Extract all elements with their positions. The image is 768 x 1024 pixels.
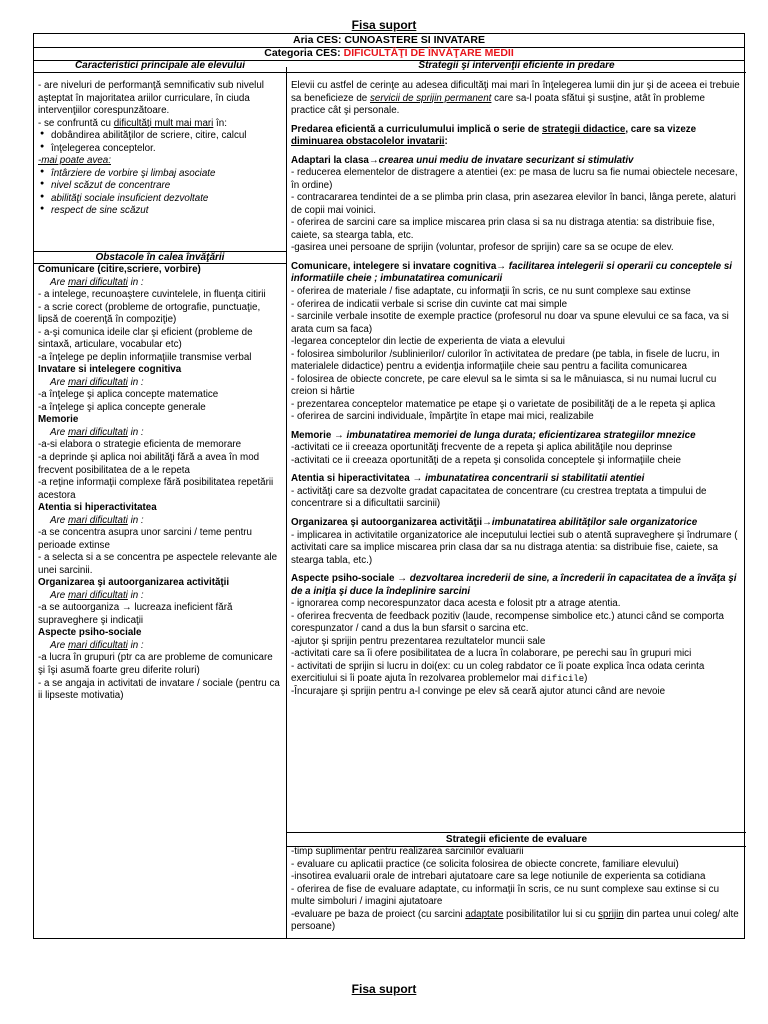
- section-intro: Are mari dificultati in :: [50, 276, 144, 288]
- list-item: ● respect de sine scăzut: [38, 205, 282, 218]
- list-item: - activitati de sprijin si lucru in doi(ex: cu un coleg rabdator ce îi poate explica înca odata cerinta exercitiului si îi poate ajuta în rezolvarea problemelor mai dificile): [291, 660, 705, 685]
- list-item: - reducerea elementelor de distragere a atentiei (ex: pe masa de lucru sa fie numai obiectele necesare, în ordine): [291, 167, 738, 191]
- section-title: Organizarea şi autoorganizarea activităţii: [38, 577, 230, 589]
- list-item: ● înţelegerea conceptelor.: [38, 143, 282, 156]
- intro-paragraph: Elevii cu astfel de cerinţe au adesea dificultăţi mai mari în înţelegerea lumii din jur şi de aceea ei trebuie sa beneficieze de servicii de sprijin permanent care sa-l poata sfătui şi susţine, atât în probleme practice cât şi personale.: [291, 80, 740, 117]
- list-item: -ajutor şi sprijin pentru prezentarea rezultatelor muncii sale: [291, 635, 546, 647]
- list-item: -a-si elabora o strategie eficienta de memorare: [38, 439, 242, 451]
- list-item: -gasirea unei persoane de sprijin (voluntar, profesor de sprijin) care sa se ocupe de elev.: [291, 242, 674, 254]
- list-item: - a-şi comunica ideile clar şi eficient (probleme de sintaxă, articulare, vocabular etc): [38, 326, 253, 351]
- left-column: [38, 80, 282, 218]
- list-item: -a reţine informaţii complexe fără posibilitatea repetării acestora: [38, 477, 274, 501]
- list-item: -a înţelege pe deplin informaţiile transmise verbal: [38, 351, 252, 363]
- list-item: - contracararea tendintei de a se plimba prin clasa, prin asezarea elevilor în banci, lânga perete, alaturi de copii mai voinici.: [291, 192, 736, 216]
- list-item: -activitati ce ii creeaza oportunităţi de a repeta şi consolida conceptele şi informaţiile cheie: [291, 454, 681, 466]
- obstacles-header: Obstacole în calea învăţării: [34, 251, 286, 264]
- page-title: Fisa suport: [351, 18, 417, 32]
- obstacles-list: [38, 264, 282, 703]
- section-intro: Are mari dificultati in :: [50, 514, 144, 526]
- right-column: [291, 80, 741, 698]
- strategy-title: Organizarea şi autoorganizarea activităţii→imbunatatirea abilităţilor sale organizatorice: [291, 517, 698, 528]
- list-item: -legarea conceptelor din lectie de experienta de viata a elevului: [291, 336, 565, 348]
- list-item: -a lucra în grupuri (ptr ca are probleme de comunicare şi îşi asumă foarte greu diferite roluri): [38, 652, 273, 676]
- list-item: -a înţelege şi aplica concepte generale: [38, 401, 206, 413]
- list-item: -a înţelege şi aplica concepte matematice: [38, 389, 219, 401]
- left-column-header: Caracteristici principale ale elevului: [34, 60, 286, 73]
- characteristic-text: - se confruntă cu dificultăţi mult mai mari în:: [38, 117, 227, 129]
- arrow-right-icon: →: [412, 473, 423, 485]
- section-title: Aspecte psiho-sociale: [38, 627, 142, 639]
- intro-paragraph: Predarea eficientă a curriculumului implică o serie de strategii didactice, care sa vizeze diminuarea obstacolelor invatarii:: [291, 123, 697, 148]
- arrow-right-icon: →: [496, 260, 507, 272]
- section-intro: Are mari dificultati in :: [50, 639, 144, 651]
- arrow-right-icon: →: [482, 517, 492, 528]
- categoria-value: DIFICULTĂŢI DE ÎNVĂŢARE MEDII: [343, 47, 514, 59]
- strategy-title: Adaptari la clasa→crearea unui mediu de invatare securizant si stimulativ: [291, 154, 634, 166]
- arrow-right-icon: →: [368, 154, 379, 166]
- section-title: Comunicare (citire,scriere, vorbire): [38, 264, 201, 275]
- strategy-title: Memorie → imbunatatirea memoriei de lunga durata; eficientizarea strategiilor mnezice: [291, 429, 696, 441]
- strategy-title: Aspecte psiho-sociale → dezvoltarea increderii de sine, a încrederii în capacitatea de a învăţa şi de a iniţia şi duce la îndeplinire sarcini: [291, 573, 737, 597]
- arrow-right-icon: →: [334, 429, 344, 441]
- aria-row: Aria CES: CUNOASTERE SI INVATARE: [34, 34, 744, 48]
- list-item: - oferirea de fise de evaluare adaptate, cu informaţii în scris, ce nu sunt complexe sau extinse si cu multe simboluri / imagini ajutatoare: [291, 883, 720, 908]
- list-item: - ignorarea comp necorespunzator daca acesta e folosit ptr a atrage atentia.: [291, 598, 621, 610]
- list-item: -a deprinde şi aplica noi abilităţi fără a avea în mod frecvent posibilitatea de a le repeta: [38, 451, 260, 476]
- characteristic-text: - are niveluri de performanţă semnificativ sub nivelul aşteptat în majoritatea ariilor curriculare, în ciuda intervenţiilor corespunzătoare.: [38, 80, 264, 117]
- section-intro: Are mari dificultati in :: [50, 376, 144, 388]
- list-item: - oferirea de sarcini care sa implice miscarea prin clasa si sa nu distraga atentia: sa distribuie fise, caiete, sa stearga tabla, etc.: [291, 217, 715, 241]
- section-intro: Are mari dificultati in :: [50, 426, 144, 438]
- list-item: - a se angaja in activitati de invatare / sociale (pentru ca ii lipseste motivatia): [38, 677, 280, 702]
- list-item: - oferirea de materiale / fise adaptate, cu informaţii în scris, ce nu sunt complexe sau extinse: [291, 285, 691, 297]
- section-title: Memorie: [38, 414, 79, 426]
- section-title: Invatare si intelegere cognitiva: [38, 364, 182, 376]
- list-item: -a se concentra asupra unor sarcini / teme pentru perioade extinse: [38, 527, 253, 551]
- list-item: - a scrie corect (probleme de ortografie, punctuaţie, lipsă de coerenţă în compoziţie): [38, 301, 261, 326]
- column-divider: [286, 67, 287, 938]
- list-item: - activităţi care sa dezvolte gradat capacitatea de concentrare (cu crestrea treptata a timpului de concentrare si a dificultatii sarcinii): [291, 485, 707, 510]
- characteristic-text: -mai poate avea:: [38, 155, 111, 167]
- evaluation-header: Strategii eficiente de evaluare: [287, 832, 746, 847]
- section-title: Atentia si hiperactivitatea: [38, 502, 157, 514]
- list-item: ● întârziere de vorbire şi limbaj asociate: [38, 168, 282, 181]
- list-item: -activitati care sa îi ofere posibilitatea de a lucra în colaborare, pe perechi sau în grupuri mici: [291, 648, 692, 660]
- list-item: - oferirea de sarcini individuale, împărţite în etape mai mici, realizabile: [291, 411, 594, 423]
- list-item: ● nivel scăzut de concentrare: [38, 180, 282, 193]
- footer-title: Fisa suport: [351, 982, 417, 996]
- list-item: - a selecta si a se concentra pe aspectele relevante ale unei sarcinii.: [38, 552, 278, 576]
- list-item: -timp suplimentar pentru realizarea sarcinilor evaluarii: [291, 846, 524, 857]
- right-column-header: Strategii şi intervenţii eficiente in predare: [287, 60, 746, 73]
- categoria-label: Categoria CES:: [264, 47, 341, 59]
- list-item: - prezentarea conceptelor matematice pe etape şi o varietate de posibilităţi de a le repeta şi aplica: [291, 398, 716, 410]
- evaluation-list: [291, 846, 741, 934]
- list-item: - evaluare cu aplicatii practice (ce solicita folosirea de obiecte concrete, familiare elevului): [291, 858, 679, 870]
- list-item: ● dobândirea abilităţilor de scriere, citire, calcul: [38, 130, 282, 143]
- section-intro: Are mari dificultati in :: [50, 589, 144, 601]
- categoria-row: [34, 47, 744, 61]
- list-item: - implicarea in activitatile organizatorice ale inceputului lectiei sub o atentă supraveghere şi îndrumare ( activitati care sa implice miscarea prin clasa dar sa nu distraga atentia: sa distribuie fise, caiete, sa stearga tabla, etc.): [291, 529, 738, 566]
- list-item: - sarcinile verbale insotite de exemple practice (profesorul nu doar va spune elevului ce sa faca, va si arata cum sa faca): [291, 311, 729, 335]
- list-item: -a se autoorganiza → lucreaza ineficient fără supraveghere şi indicaţii: [38, 602, 233, 626]
- list-item: - oferirea de indicatii verbale si scrise din cuvinte cat mai simple: [291, 298, 568, 310]
- list-item: - folosirea simbolurilor /sublinierilor/ culorilor în activitatea de predare (pe tabla, in fisele de lucru, in materialele didactice) pentru a evidenţia informaţiile cheie sau pentru a facilita comunicarea: [291, 348, 720, 373]
- list-item: -Încurajare şi sprijin pentru a-l convinge pe elev să ceară ajutor atunci când are nevoie: [291, 685, 666, 697]
- list-item: - folosirea de obiecte concrete, pe care elevul sa le simta si sa le mânuiasca, si nu numai lucrul cu creion si hârtie: [291, 373, 717, 398]
- document-table: [33, 33, 745, 939]
- list-item: -insotirea evaluarii orale de intrebari ajutatoare care sa lege notiunile de experienta sa cotidiana: [291, 871, 706, 883]
- list-item: - a intelege, recunoaştere cuvintelele, in fluenţa citirii: [38, 289, 266, 301]
- strategy-title: Atentia si hiperactivitatea → imbunatatirea concentrarii si stabilitatii atentiei: [291, 473, 645, 485]
- list-item: -activitati ce ii creeaza oportunităţi frecvente de a repeta şi aplica abilităţile nou deprinse: [291, 442, 673, 454]
- strategy-title: Comunicare, intelegere si invatare cognitiva→ facilitarea intelegerii si operarii cu conceptele si informatiile cheie ; imbunatatirea comunicarii: [291, 260, 733, 285]
- list-item: -evaluare pe baza de proiect (cu sarcini adaptate posibilitatilor lui si cu sprijin din partea unui coleg/ alte persoane): [291, 908, 739, 933]
- list-item: - oferirea frecventa de feedback pozitiv (laude, recompense simbolice etc.) atunci când se comporta corespunzator / cand a dus la bun sfarsit o sarcina etc.: [291, 610, 724, 635]
- arrow-right-icon: →: [397, 573, 407, 585]
- list-item: ● abilităţi sociale insuficient dezvoltate: [38, 193, 282, 206]
